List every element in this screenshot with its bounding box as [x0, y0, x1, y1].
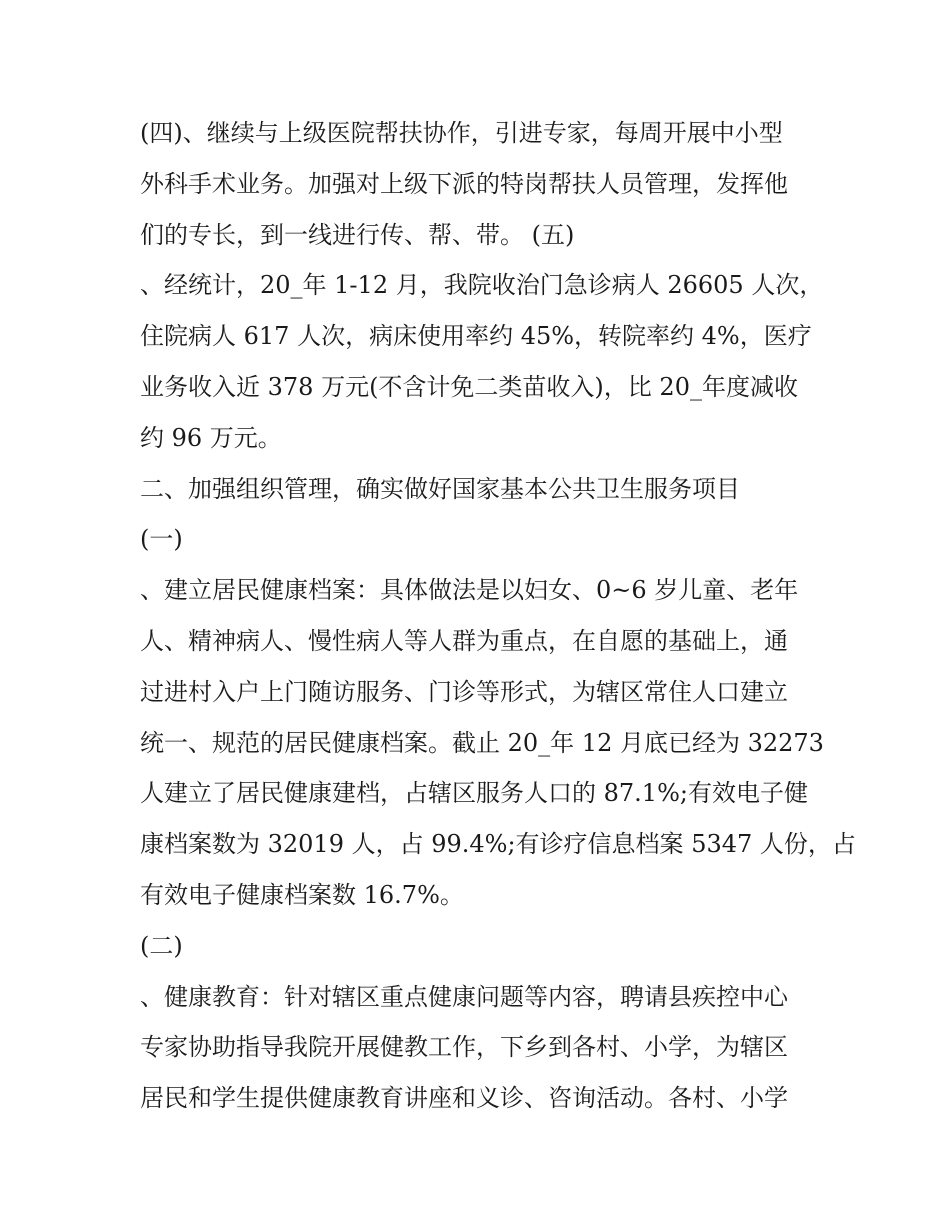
- text-line: (四)、继续与上级医院帮扶协作，引进专家，每周开展中小型: [140, 119, 783, 147]
- subsection-marker: (二): [140, 931, 183, 960]
- text-line: 外科手术业务。加强对上级下派的特岗帮扶人员管理，发挥他: [140, 169, 788, 198]
- text-line: 康档案数为 32019 人，占 99.4%;有诊疗信息档案 5347 人份，占: [140, 830, 856, 859]
- text-line: 业务收入近 378 万元(不含计免二类苗收入)，比 20_年度减收: [140, 372, 798, 401]
- text-line: 们的专长，到一线进行传、帮、带。 (五): [140, 220, 575, 249]
- text-line: 专家协助指导我院开展健教工作，下乡到各村、小学，为辖区: [140, 1033, 788, 1062]
- text-line: 约 96 万元。: [140, 423, 282, 452]
- text-line: 统一、规范的居民健康档案。截止 20_年 12 月底已经为 32273: [140, 728, 824, 757]
- text-line: 过进村入户上门随访服务、门诊等形式，为辖区常住人口建立: [140, 677, 788, 706]
- text-line: 人、精神病人、慢性病人等人群为重点，在自愿的基础上，通: [140, 626, 788, 655]
- text-line: 、经统计，20_年 1-12 月，我院收治门急诊病人 26605 人次，: [140, 271, 824, 300]
- section-heading: 二、加强组织管理，确实做好国家基本公共卫生服务项目: [140, 474, 740, 503]
- text-line: 有效电子健康档案数 16.7%。: [140, 880, 464, 909]
- text-line: 住院病人 617 人次，病床使用率约 45%，转院率约 4%，医疗: [140, 322, 812, 351]
- text-line: 、健康教育：针对辖区重点健康问题等内容，聘请县疾控中心: [140, 982, 788, 1011]
- document-body: [140, 108, 856, 1124]
- text-line: 居民和学生提供健康教育讲座和义诊、咨询活动。各村、小学: [140, 1084, 788, 1113]
- text-line: 、建立居民健康档案：具体做法是以妇女、0~6 岁儿童、老年: [140, 576, 799, 605]
- subsection-marker: (一): [140, 525, 183, 554]
- text-line: 人建立了居民健康建档，占辖区服务人口的 87.1%;有效电子健: [140, 779, 808, 808]
